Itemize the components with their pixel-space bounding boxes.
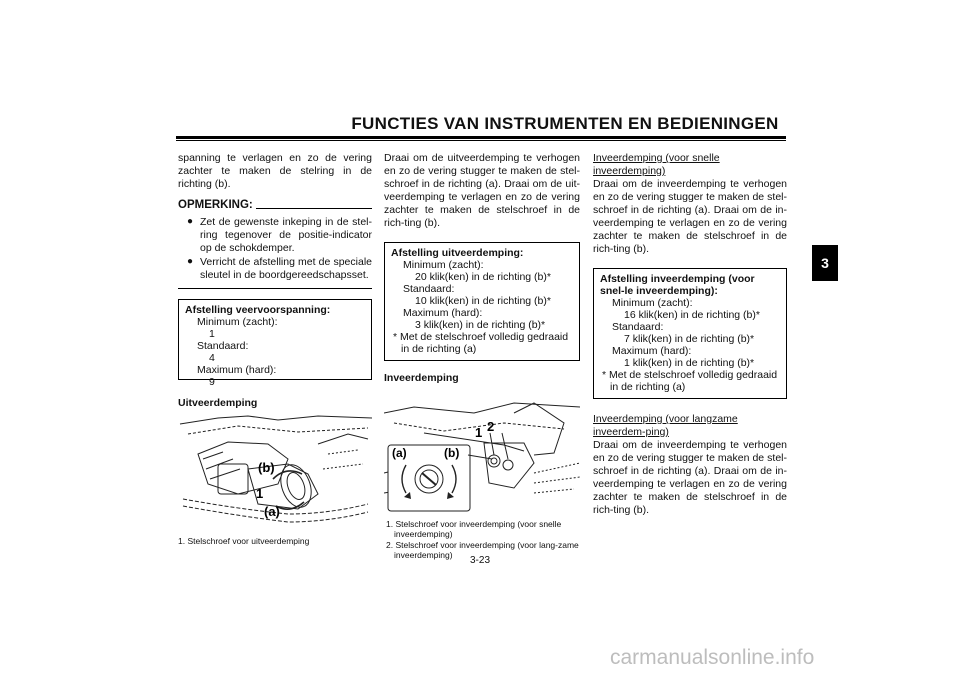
- spec-value: 4: [209, 352, 215, 364]
- column-2: [384, 152, 580, 560]
- figure-caption-1: 1. Stelschroef voor inveerdemping (voor snelle inveerdemping): [386, 519, 562, 539]
- spec-label: Maximum (hard):: [197, 364, 277, 376]
- rebound-damping-drawing: [178, 414, 372, 532]
- note-heading: OPMERKING:: [178, 199, 372, 212]
- spec-label: Standaard:: [612, 321, 664, 333]
- header-rule: [176, 136, 786, 139]
- compression-damping-drawing: [384, 393, 580, 515]
- spec-value: 20 klik(ken) in de richting (b)*: [415, 271, 551, 283]
- spec-value: 1 klik(ken) in de richting (b)*: [624, 357, 755, 369]
- body-text: Draai om de inveerdemping te verhogen en zo de vering stugger te maken de stel-schroef in de richting (a). Draai om de in-veerdemping te verlagen en zo de vering zachter te maken de stelschroef in de rich-ting (b).: [593, 439, 787, 516]
- note-end-rule: [178, 288, 372, 289]
- figure-label-2: 2: [487, 419, 495, 434]
- note-list: [178, 216, 372, 282]
- spec-value: 16 klik(ken) in de richting (b)*: [624, 309, 760, 321]
- note-bullet: ● Zet de gewenste inkeping in de stel-ring tegenover de positie-indicator op de schokdemper.: [178, 216, 372, 255]
- spec-label: Maximum (hard):: [403, 307, 483, 319]
- spec-title: Afstelling inveerdemping (voor snel-le inveerdemping):: [600, 273, 755, 297]
- spec-label: Standaard:: [197, 340, 249, 352]
- page-title: FUNCTIES VAN INSTRUMENTEN EN BEDIENINGEN: [351, 114, 779, 133]
- figure-caption: 1. Stelschroef voor uitveerdemping: [178, 536, 310, 546]
- rebound-damping-illustration: [178, 414, 372, 532]
- column-1: [178, 152, 372, 546]
- spec-title: Afstelling uitveerdemping:: [391, 247, 524, 259]
- watermark: carmanualsonline.info: [610, 646, 815, 669]
- spec-footnote: * Met de stelschroef volledig gedraaid in de richting (a): [602, 369, 778, 393]
- subsection-heading: Inveerdemping (voor snelle inveerdemping): [593, 152, 720, 177]
- spec-label: Minimum (zacht):: [403, 259, 484, 271]
- section-heading: Uitveerdemping: [178, 397, 258, 409]
- page-number: 3-23: [469, 555, 490, 566]
- spec-box-compression-fast: [593, 268, 787, 399]
- spec-value: 3 klik(ken) in de richting (b)*: [415, 319, 546, 331]
- intro-text: Draai om de uitveerdemping te verhogen en zo de vering stugger te maken de stel-schroef in de richting (a). Draai om de uit-veerdemping te verlagen en zo de vering zachter te maken de stelschroef in de rich-ting (b).: [384, 152, 580, 229]
- intro-text: spanning te verlagen en zo de vering zachter te maken de stelring in de richting (b).: [178, 152, 372, 190]
- figure-label-b: (b): [258, 460, 275, 475]
- spec-title: Afstelling veervoorspanning:: [185, 304, 331, 316]
- body-text: Draai om de inveerdemping te verhogen en zo de vering stugger te maken de stel-schroef in de richting (a). Draai om de in-veerdemping te verlagen en zo de vering zachter te maken de stelschroef in de rich-ting (b).: [593, 178, 787, 255]
- spec-value: 10 klik(ken) in de richting (b)*: [415, 295, 551, 307]
- spec-box-preload: [178, 299, 372, 388]
- subsection-heading: Inveerdemping (voor langzame inveerdem-ping): [593, 413, 738, 438]
- section-tab: 3: [812, 245, 838, 281]
- spec-value: 9: [209, 376, 215, 388]
- spec-label: Maximum (hard):: [612, 345, 692, 357]
- spec-value: 7 klik(ken) in de richting (b)*: [624, 333, 755, 345]
- spec-footnote: * Met de stelschroef volledig gedraaid in de richting (a): [393, 331, 569, 355]
- figure-label-b: (b): [444, 446, 460, 460]
- section-heading: Inveerdemping: [384, 372, 459, 384]
- compression-damping-illustration: [384, 393, 580, 515]
- figure-label-1: 1: [256, 486, 264, 501]
- figure-label-1: 1: [475, 425, 483, 440]
- header-rule-thin: [176, 140, 786, 141]
- figure-label-a: (a): [392, 446, 407, 460]
- column-3: [593, 152, 787, 517]
- figure-caption-2: 2. Stelschroef voor inveerdemping (voor lang-zame inveerdemping): [386, 540, 579, 560]
- spec-box-rebound: [384, 242, 580, 361]
- note-bullet: ● Verricht de afstelling met de speciale sleutel in de boordgereedschapsset.: [178, 256, 372, 282]
- spec-label: Minimum (zacht):: [197, 316, 278, 328]
- spec-value: 1: [209, 328, 215, 340]
- figure-label-a: (a): [264, 504, 280, 519]
- spec-label: Minimum (zacht):: [612, 297, 693, 309]
- spec-label: Standaard:: [403, 283, 455, 295]
